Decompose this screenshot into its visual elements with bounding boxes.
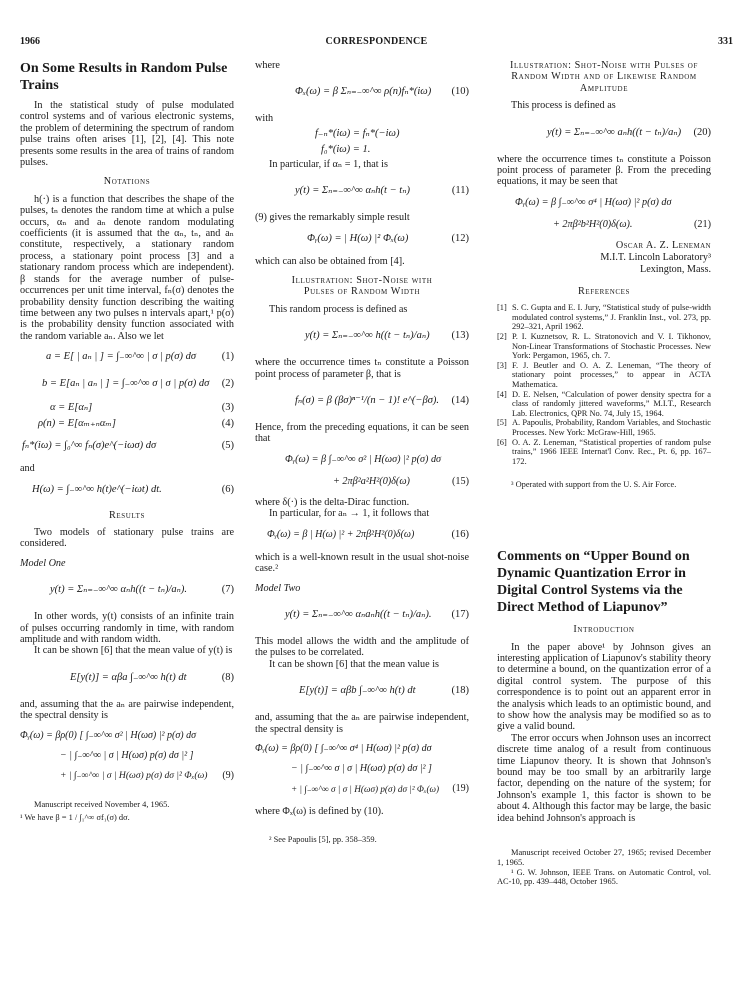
equation-12: Φᵧ(ω) = | H(ω) |² Φₓ(ω) (12)	[307, 232, 469, 244]
results-heading: Results	[108, 509, 146, 521]
intro-2-paragraph-2: The error occurs when Johnson uses an incorrect discrete time analog of a result from continuous time Liapunov theory. It is shown that Johnson's bound may be too small by an arbitrarily large factor, depending on the nature of the system; for Johnson's example 1, this factor is shown to be about 4. Although this factor may be large, the basic idea behind Johnson's approach is	[497, 732, 711, 824]
and-label: and	[20, 463, 35, 475]
equation-18: E[y(t)] = αβb ∫₋∞^∞ h(t) dt (18)	[299, 685, 469, 697]
illustration-2-paragraph: This process is defined as	[511, 100, 616, 112]
equation-14: fₙ(σ) = β (βσ)ⁿ⁻¹/(n − 1)! e^(−βσ). (14)	[295, 395, 469, 407]
author-location: Lexington, Mass.	[639, 263, 711, 275]
intro-2-paragraph-1: In the paper above¹ by Johnson gives an interesting application of Liapunov's stability theory to determine a bound, on the quantization error of a digital control system. The purpose of this correspondence is to point out an apparent error in the analysis which leads to an optimistic bound, and to show how the analysis may be modified so as to give a valid bound.	[497, 641, 711, 733]
footnote-johnson: ¹ G. W. Johnson, IEEE Trans. on Automatic Control, vol. AC-10, pp. 439–448, October 1965.	[497, 867, 711, 887]
delta-paragraph: where δ(·) is the delta-Dirac function.	[255, 496, 410, 508]
introduction-heading: Introduction	[573, 624, 635, 636]
mean-value-paragraph: It can be shown [6] that the mean value of y(t) is	[34, 645, 233, 657]
article-title: On Some Results in Random Pulse Trains	[20, 61, 228, 93]
equation-2: b = E[aₙ | aₙ | ] = ∫₋∞^∞ σ | σ | p(σ) dσ (2)	[42, 378, 234, 390]
spectral-paragraph: and, assuming that the aₙ are pairwise independent, the spectral density is	[20, 698, 234, 722]
model-two-paragraph: This model allows the width and the amplitude of the pulses to be correlated.	[255, 635, 469, 659]
mean-value-2-paragraph: It can be shown [6] that the mean value is	[269, 658, 440, 670]
eq12-paragraph: which can also be obtained from [4].	[255, 255, 405, 267]
particular-2-paragraph: In particular, for aₙ → 1, it follows that	[269, 508, 430, 520]
equation-4: ρ(n) = E[αₘ₊ₙαₘ] (4)	[38, 418, 234, 430]
spectral-2-paragraph: and, assuming that the aₙ are pairwise independent, the spectral density is	[255, 712, 469, 735]
equation-13: y(t) = Σₙ₌₋∞^∞ h((t − tₙ)/aₙ) (13)	[305, 330, 469, 342]
footnote-3: ³ Operated with support from the U. S. Air Force.	[511, 480, 677, 490]
eq11-paragraph: (9) gives the remarkably simple result	[255, 212, 410, 224]
notations-paragraph: h(·) is a function that describes the shape of the pulses, tₙ denotes the random time at which a pulse occurs, αₙ and aₙ denote random modulating coefficients (it is assumed that the αₙ, tₙ, and aₙ constitute, respectively, a stationary random process, a stationary point process [3] and a stationary random process which are independent). β stands for the average number of pulse-occurrences per unit time interval, fₙ(σ) denotes the probability density function describing the waiting time between any two pulses n intervals apart,¹ p(σ) is the probability density function associated with the random variable aₙ. Also we let	[20, 193, 234, 342]
references-heading: References	[577, 285, 631, 297]
poisson-2-paragraph: where the occurrence times tₙ constitute a Poisson point process of parameter β. From the preceding equations, it may be seen that	[497, 153, 711, 188]
footnote-received-2: Manuscript received October 27, 1965; revised December 1, 1965.	[497, 848, 711, 867]
equation-aux-1: f₋ₙ*(iω) = fₙ*(−iω)	[315, 127, 400, 139]
equation-8: E[y(t)] = αβa ∫₋∞^∞ h(t) dt (8)	[70, 671, 234, 683]
equation-5: fₙ*(iω) = ∫₀^∞ fₙ(σ)e^(−iωσ) dσ (5)	[22, 440, 234, 452]
reference-item: [3] F. J. Beutler and O. A. Z. Leneman, “The theory of stationary point processes,” to appear in ACTA Mathematica.	[497, 360, 711, 389]
equation-7: y(t) = Σₙ₌₋∞^∞ αₙh((t − tₙ)/aₙ). (7)	[50, 584, 234, 596]
illustration-1-paragraph: This random process is defined as	[269, 303, 408, 315]
author-signature	[497, 240, 711, 276]
results-paragraph: Two models of stationary pulse trains are considered.	[20, 526, 234, 550]
eq19-paragraph: where Φₓ(ω) is defined by (10).	[255, 805, 384, 817]
particular-paragraph: In particular, if αₙ = 1, that is	[269, 158, 388, 170]
page-number: 331	[718, 36, 733, 47]
notations-heading: Notations	[103, 176, 151, 188]
equation-1: a = E[ | aₙ | ] = ∫₋∞^∞ | σ | p(σ) dσ (1)	[46, 351, 234, 363]
section-title: CORRESPONDENCE	[325, 36, 428, 47]
author-affiliation: M.I.T. Lincoln Laboratory³	[600, 251, 711, 263]
equation-10: Φₓ(ω) = β Σₙ₌₋∞^∞ ρ(n)fₙ*(iω) (10)	[295, 86, 469, 98]
year: 1966	[20, 36, 40, 47]
poisson-paragraph: where the occurrence times tₙ constitute a Poisson point process of parameter β, that is	[255, 357, 469, 380]
footnote-2: ² See Papoulis [5], pp. 358–359.	[269, 835, 377, 845]
equation-15: Φᵧ(ω) = β ∫₋∞^∞ σ² | H(ωσ) |² p(σ) dσ + 2πβ²a²H²(0)δ(ω) (15)	[285, 453, 469, 487]
reference-item: [2] P. I. Kuznetsov, R. L. Stratonovich and V. I. Tikhonov, Non-Linear Transformations of Stochastic Processes. New York: Pergamon, 1965, ch. 7.	[497, 332, 711, 361]
equation-20: y(t) = Σₙ₌₋∞^∞ aₙh((t − tₙ)/aₙ) (20)	[547, 126, 711, 138]
column-3	[497, 58, 711, 887]
illustration-1-heading: Illustration: Shot-Noise with Pulses of Random Width	[291, 275, 433, 298]
equation-17: y(t) = Σₙ₌₋∞^∞ αₙaₙh((t − tₙ)/aₙ). (17)	[285, 608, 469, 620]
equation-11: y(t) = Σₙ₌₋∞^∞ αₙh(t − tₙ) (11)	[295, 185, 469, 197]
reference-item: [5] A. Papoulis, Probability, Random Variables, and Stochastic Processes. New York: McGraw-Hill, 1965.	[497, 418, 711, 437]
reference-item: [4] D. E. Nelsen, “Calculation of power density spectra for a class of randomly jittered waveforms,” M.I.T., Research Lab. Electronics, QPR No. 74, July 15, 1964.	[497, 389, 711, 418]
column-2	[255, 58, 469, 845]
footnote-received: Manuscript received November 4, 1965.	[34, 799, 170, 809]
reference-item: [6] O. A. Z. Leneman, “Statistical properties of random pulse trains,” 1966 IEEE Internat'l Conv. Rec., Pt. 6, pp. 167–172.	[497, 437, 711, 466]
equation-6: H(ω) = ∫₋∞^∞ h(t)e^(−iωt) dt. (6)	[32, 483, 234, 495]
references-list	[497, 303, 711, 466]
shot-noise-paragraph: which is a well-known result in the usual shot-noise case.²	[255, 551, 469, 575]
author-name: Oscar A. Z. Leneman	[615, 239, 711, 251]
equation-9: Φᵧ(ω) = βρ(0) [ ∫₋∞^∞ σ² | H(ωσ) |² p(σ) dσ − | ∫₋∞^∞ | σ | H(ωσ) p(σ) dσ |² ] + | ∫₋∞^∞ | σ | H(ωσ) p(σ) dσ |² Φₓ(ω) (9)	[20, 729, 234, 781]
model-two-label: Model Two	[255, 582, 301, 594]
equation-aux-2: f₀*(iω) = 1.	[321, 143, 371, 155]
with-label: with	[255, 113, 274, 125]
hence-paragraph: Hence, from the preceding equations, it can be seen that	[255, 422, 469, 445]
illustration-2-heading: Illustration: Shot-Noise with Pulses of Random Width and of Likewise Random Amplitude	[510, 60, 698, 94]
where-label: where	[255, 60, 280, 71]
model-one-paragraph: In other words, y(t) consists of an infinite train of pulses occurring randomly in time, with random amplitude and with random width.	[20, 611, 234, 645]
equation-21: Φᵧ(ω) = β ∫₋∞^∞ σ⁴ | H(ωσ) |² p(σ) dσ + 2πβ²b²H²(0)δ(ω). (21)	[515, 196, 711, 230]
equation-3: α = E[αₙ] (3)	[50, 402, 234, 414]
reference-item: [1] S. C. Gupta and E. I. Jury, “Statistical study of pulse-width modulated control systems,” J. Franklin Inst., vol. 273, pp. 292–321, April 1962.	[497, 303, 711, 332]
footnote-1: ¹ We have β = 1 / ∫₁^∞ σf₁(σ) dσ.	[20, 813, 130, 823]
article-2-title: Comments on “Upper Bound on Dynamic Quantization Error in Digital Control Systems via the Direct Method of Liapunov”	[497, 549, 690, 616]
column-1	[20, 58, 234, 823]
equation-16: Φᵧ(ω) = β | H(ω) |² + 2πβ²H²(0)δ(ω) (16)	[267, 528, 469, 540]
equation-19: Φᵧ(ω) = βρ(0) [ ∫₋∞^∞ σ⁴ | H(ωσ) |² p(σ) dσ − | ∫₋∞^∞ σ | σ | H(ωσ) p(σ) dσ |² ] + | ∫₋∞^∞ σ | σ | H(ωσ) p(σ) dσ |² Φₓ(ω) (19)	[255, 742, 469, 794]
running-head	[20, 36, 733, 50]
model-one-label: Model One	[20, 557, 66, 569]
intro-paragraph: In the statistical study of pulse modulated control systems and of various electronic systems, the problem of determining the spectrum of random pulse trains often arises [1], [2], [4]. This note presents some results in the area of trains of random pulses.	[20, 100, 234, 169]
